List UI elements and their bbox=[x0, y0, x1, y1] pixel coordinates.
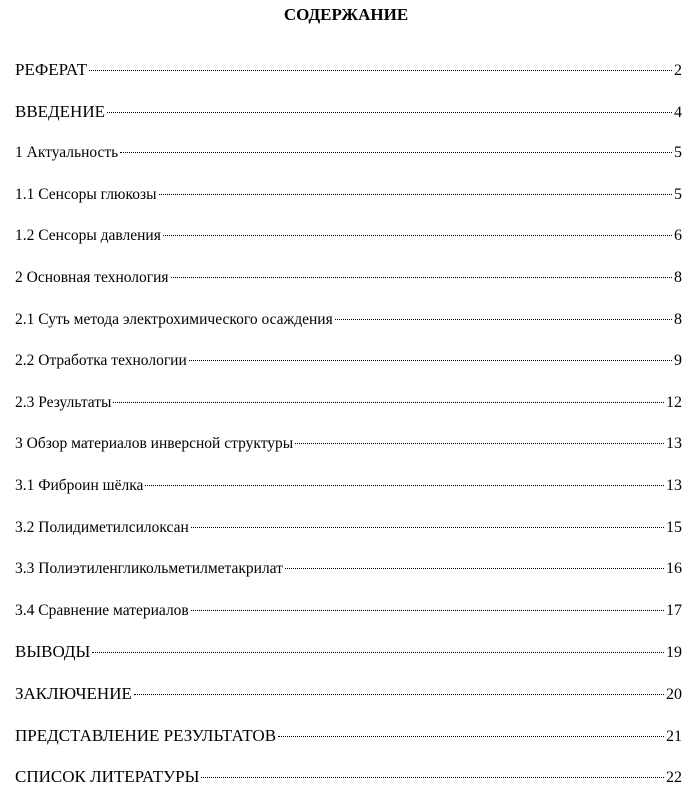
toc-entry-page-number: 15 bbox=[666, 518, 682, 536]
toc-entry[interactable] bbox=[15, 638, 682, 680]
dot-leader bbox=[89, 70, 672, 71]
toc-entry-label: СПИСОК ЛИТЕРАТУРЫ bbox=[15, 767, 200, 787]
toc-entry-label: 2.3 Результаты bbox=[15, 393, 112, 411]
toc-entry[interactable] bbox=[15, 389, 682, 431]
toc-entry-label: 3.4 Сравнение материалов bbox=[15, 601, 189, 619]
toc-entry-page-number: 2 bbox=[674, 62, 682, 79]
toc-entry-label: 2.1 Суть метода электрохимического осаждения bbox=[15, 310, 333, 328]
dot-leader bbox=[120, 152, 672, 153]
dot-leader bbox=[189, 360, 672, 361]
toc-entry-page-number: 20 bbox=[666, 685, 682, 703]
toc-entry[interactable] bbox=[15, 763, 682, 805]
dot-leader bbox=[278, 736, 664, 737]
toc-entry-label: ПРЕДСТАВЛЕНИЕ РЕЗУЛЬТАТОВ bbox=[15, 725, 277, 745]
toc-entry[interactable] bbox=[15, 139, 682, 181]
toc-entry-page-number: 5 bbox=[674, 185, 682, 203]
toc-entry-page-number: 8 bbox=[674, 268, 682, 286]
toc-entry[interactable] bbox=[15, 680, 682, 722]
toc-entry[interactable] bbox=[15, 56, 682, 98]
toc-entry-page-number: 5 bbox=[674, 144, 682, 162]
toc-entry-label: РЕФЕРАТ bbox=[15, 60, 88, 79]
dot-leader bbox=[191, 610, 664, 611]
table-of-contents bbox=[15, 56, 682, 805]
dot-leader bbox=[285, 568, 664, 569]
toc-entry-label: 3.1 Фиброин шёлка bbox=[15, 476, 144, 494]
toc-entry[interactable] bbox=[15, 430, 682, 472]
dot-leader bbox=[107, 112, 672, 113]
toc-entry-label: 2 Основная технология bbox=[15, 268, 169, 286]
toc-entry-label: ВВЕДЕНИЕ bbox=[15, 101, 105, 121]
toc-entry-label: 2.2 Отработка технологии bbox=[15, 352, 187, 370]
toc-entry-page-number: 4 bbox=[674, 103, 682, 121]
toc-entry-page-number: 17 bbox=[666, 601, 682, 619]
dot-leader bbox=[295, 443, 664, 444]
dot-leader bbox=[113, 402, 664, 403]
dot-leader bbox=[92, 652, 664, 653]
toc-entry-label: 1.2 Сенсоры давления bbox=[15, 227, 161, 245]
toc-entry[interactable] bbox=[15, 347, 682, 389]
dot-leader bbox=[163, 235, 672, 236]
dot-leader bbox=[145, 485, 664, 486]
toc-entry-label: ЗАКЛЮЧЕНИЕ bbox=[15, 683, 132, 703]
toc-entry-page-number: 6 bbox=[674, 227, 682, 245]
dot-leader bbox=[134, 694, 664, 695]
toc-entry-label: 3 Обзор материалов инверсной структуры bbox=[15, 435, 294, 453]
toc-entry-page-number: 13 bbox=[666, 435, 682, 453]
toc-entry-page-number: 19 bbox=[666, 644, 682, 662]
toc-entry[interactable] bbox=[15, 181, 682, 223]
toc-entry[interactable] bbox=[15, 264, 682, 306]
toc-entry-page-number: 13 bbox=[666, 476, 682, 494]
dot-leader bbox=[201, 777, 664, 778]
page-title: СОДЕРЖАНИЕ bbox=[283, 5, 409, 24]
toc-entry-label: 1.1 Сенсоры глюкозы bbox=[15, 185, 157, 203]
toc-entry-page-number: 16 bbox=[666, 560, 682, 578]
toc-entry[interactable] bbox=[15, 597, 682, 639]
toc-entry-page-number: 21 bbox=[666, 727, 682, 745]
toc-entry-page-number: 22 bbox=[666, 769, 682, 787]
toc-entry[interactable] bbox=[15, 472, 682, 514]
dot-leader bbox=[171, 277, 672, 278]
toc-entry[interactable] bbox=[15, 306, 682, 348]
toc-entry-label: 3.3 Полиэтиленгликольметилметакрилат bbox=[15, 560, 283, 578]
toc-entry-label: 3.2 Полидиметилсилоксан bbox=[15, 518, 189, 536]
toc-entry[interactable] bbox=[15, 98, 682, 140]
toc-entry[interactable] bbox=[15, 222, 682, 264]
dot-leader bbox=[191, 527, 664, 528]
toc-entry[interactable] bbox=[15, 555, 682, 597]
toc-entry-label: 1 Актуальность bbox=[15, 144, 119, 162]
toc-entry-page-number: 12 bbox=[666, 393, 682, 411]
toc-entry-page-number: 9 bbox=[674, 352, 682, 370]
toc-entry-label: ВЫВОДЫ bbox=[15, 642, 91, 662]
toc-entry[interactable] bbox=[15, 722, 682, 764]
toc-entry[interactable] bbox=[15, 514, 682, 556]
dot-leader bbox=[335, 319, 672, 320]
dot-leader bbox=[159, 194, 672, 195]
toc-entry-page-number: 8 bbox=[674, 310, 682, 328]
